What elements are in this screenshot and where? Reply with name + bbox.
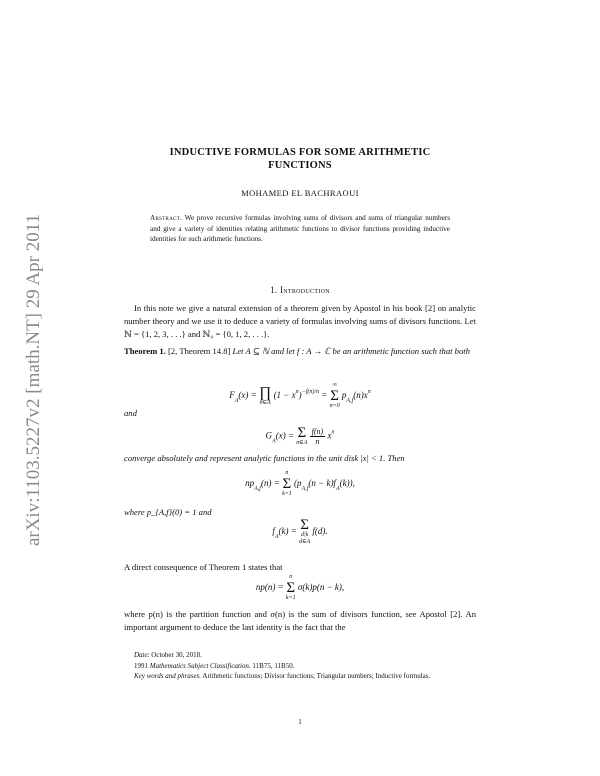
footnote-keywords: Key words and phrases. Arithmetic functions; Divisor functions; Triangular numbers; Inductive formulas. xyxy=(134,672,431,680)
title-line-2: FUNCTIONS xyxy=(268,160,332,171)
and-label: and xyxy=(124,408,137,418)
abstract-text: We prove recursive formulas involving sums of divisors and sums of triangular numbers and give a variety of identities relating arithmetic functions to divisor functions providing inductive identities for such arithmetic functions. xyxy=(150,214,450,244)
paper-title xyxy=(124,146,476,172)
equation-fA: $f_A(k) = \Sigma$ d|k d∈A f(d). xyxy=(272,517,328,545)
equation-np: $np_{A,f}(n) = n$ Σ k=1 $(p_{A,f}(n - k)f_A(k))$, xyxy=(245,470,355,497)
arxiv-identifier: arXiv:1103.5227v2 [math.NT] 29 Apr 2011 xyxy=(23,213,44,547)
footnotes xyxy=(124,650,476,682)
theorem-text: Let A ⊆ ℕ and let f : A → ℂ be an arithmetic function such that both xyxy=(232,346,470,356)
title-line-1: INDUCTIVE FORMULAS FOR SOME ARITHMETIC xyxy=(169,147,431,158)
where-text: where p_{A,f}(0) = 1 and xyxy=(124,507,212,517)
theorem-statement xyxy=(124,345,476,358)
author: MOHAMED EL BACHRAOUI xyxy=(241,188,359,198)
converge-text: converge absolutely and represent analytic functions in the unit disk |x| < 1. Then xyxy=(124,453,405,463)
equation-partition: np(n) = n Σ k=1 σ(k)p(n − k), xyxy=(255,574,345,601)
arxiv-stamp xyxy=(14,180,54,580)
footnote-date: Date: October 30, 2018. xyxy=(134,651,202,659)
theorem-ref: [2, Theorem 14.8] xyxy=(168,346,231,356)
intro-paragraph: In this note we give a natural extension of a theorem given by Apostol in his book [2] on analytic number theory and we use it to deduce a variety of formulas involving sums of divisors functions. Let ℕ = {1, 2, 3, . . .} and ℕ₀ = {0, 1, 2, . . .}. xyxy=(124,303,476,339)
abstract xyxy=(150,213,450,245)
page-number: 1 xyxy=(298,718,302,726)
theorem-label: Theorem 1. xyxy=(124,346,166,356)
footnote-msc: 1991 Mathematics Subject Classification. 11B75, 11B50. xyxy=(134,661,295,670)
abstract-label: Abstract. xyxy=(150,214,183,222)
equation-GA: $G_A(x) = \Sigma$ n∈A $\frac{f(n)}{n}$ $x^n$ xyxy=(265,425,335,446)
consequence-text: A direct consequence of Theorem 1 states that xyxy=(124,562,283,572)
equation-FA: $F_A(x)$ = ∏ n∈A $(1 - x^n)^{-f(n)/n}$ = ∞ Σ n=0 $p_{A,f}(n)x^n$ xyxy=(229,382,371,409)
partition-paragraph: where p(n) is the partition function and σ(n) is the sum of divisors function, see Apostol [2]. An important argument to deduce the last identity is the fact that the xyxy=(124,609,476,632)
section-heading: 1. Introduction xyxy=(270,285,330,295)
